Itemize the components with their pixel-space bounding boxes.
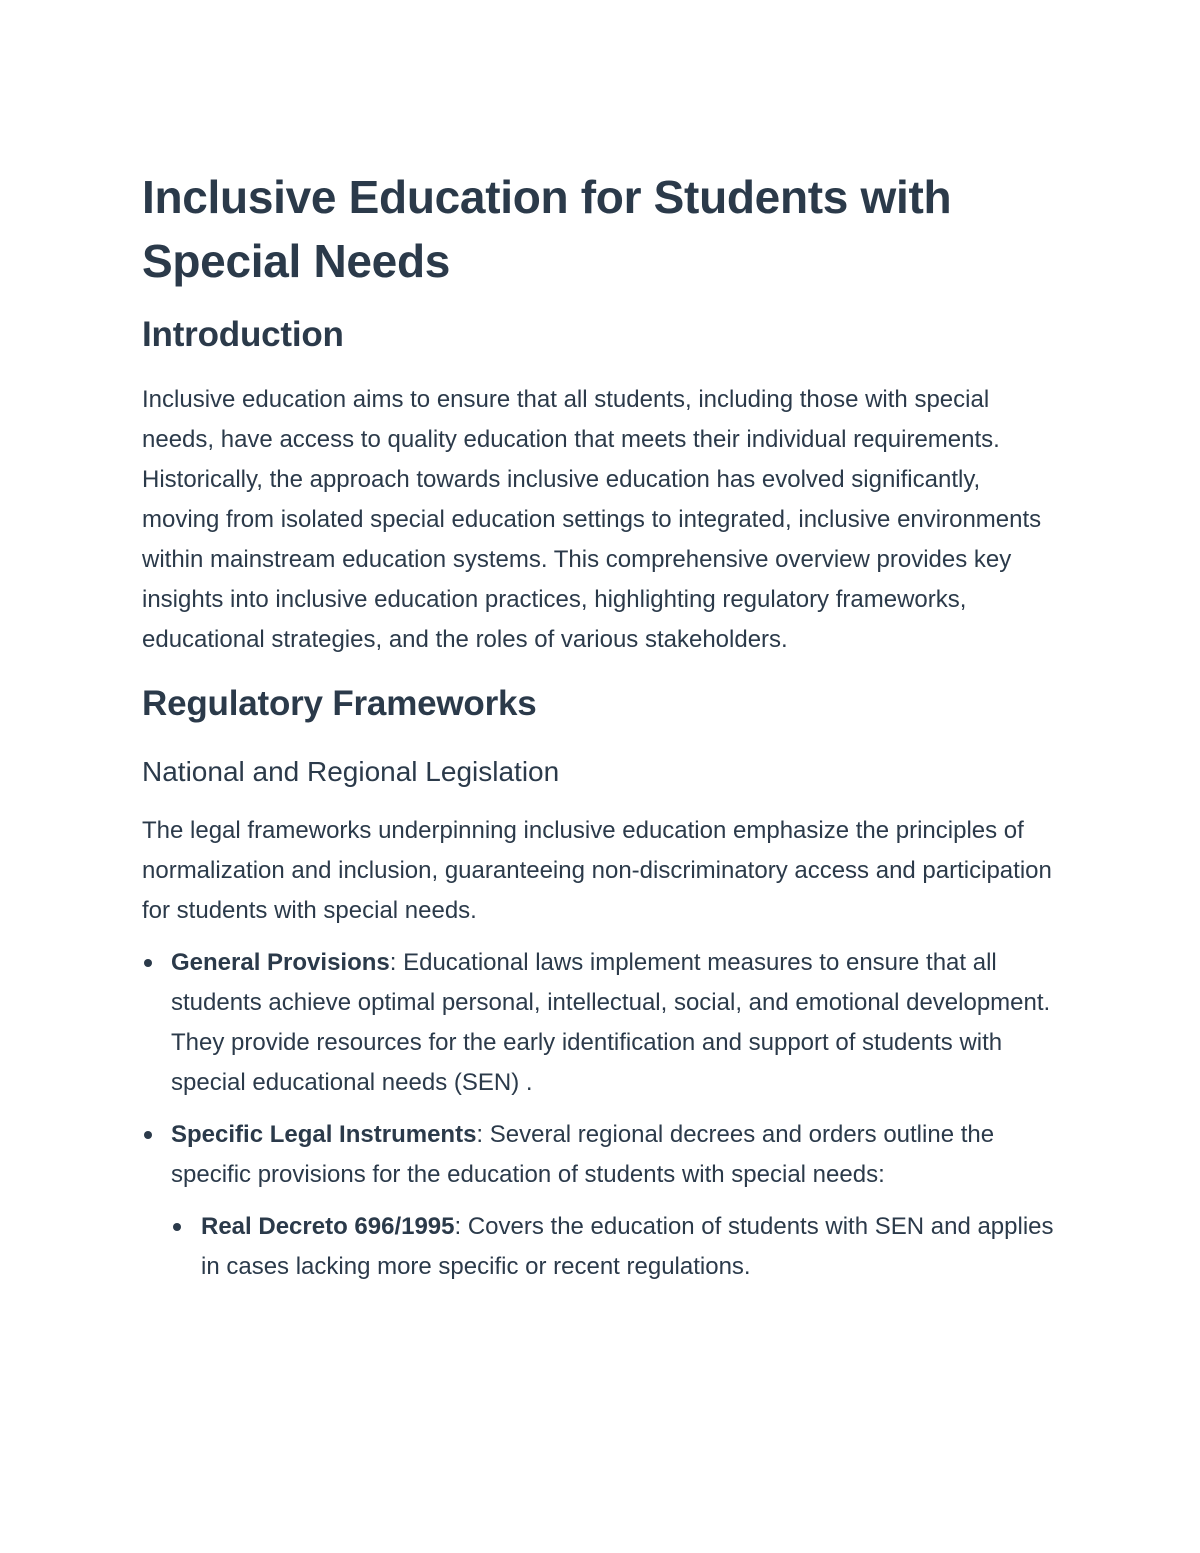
bullet-term: Specific Legal Instruments: [171, 1121, 477, 1148]
document-page: [142, 165, 1062, 1299]
introduction-heading: Introduction: [142, 315, 344, 354]
list-item: [142, 943, 1062, 1103]
bullet-icon: [144, 1131, 152, 1139]
introduction-paragraph: Inclusive education aims to ensure that all students, including those with special needs, have access to quality education that meets their individual requirements. Historically, the approach towards inclusive education has evolved significantly, moving from isolated special education settings to integrated, inclusive environments within mainstream education systems. This comprehensive overview provides key insights into inclusive education practices, highlighting regulatory frameworks, educational strategies, and the roles of various stakeholders.: [142, 386, 1042, 653]
legal-instruments-sublist: [171, 1207, 1062, 1287]
national-legislation-subheading: National and Regional Legislation: [142, 756, 560, 787]
bullet-text: : Covers the education of students with SEN and applies in cases lacking more specific or recent regulations.: [201, 1213, 1054, 1280]
bullet-icon: [144, 959, 152, 967]
legislation-bullet-list: [142, 943, 1062, 1287]
legislation-paragraph: The legal frameworks underpinning inclusive education emphasize the principles of normalization and inclusion, guaranteeing non-discriminatory access and participation for students with special needs.: [142, 817, 1052, 924]
bullet-text: : Several regional decrees and orders outline the specific provisions for the education of students with special needs:: [171, 1121, 995, 1188]
bullet-term: Real Decreto 696/1995: [201, 1213, 455, 1240]
regulatory-frameworks-heading: Regulatory Frameworks: [142, 684, 537, 723]
document-title: Inclusive Education for Students with Special Needs: [142, 171, 952, 287]
list-item: [142, 1115, 1062, 1287]
bullet-term: General Provisions: [171, 949, 390, 976]
list-item: [171, 1207, 1062, 1287]
bullet-icon: [173, 1223, 181, 1231]
bullet-text: : Educational laws implement measures to ensure that all students achieve optimal personal, intellectual, social, and emotional development. They provide resources for the early identification and support of students with special educational needs (SEN) .: [171, 949, 1051, 1096]
